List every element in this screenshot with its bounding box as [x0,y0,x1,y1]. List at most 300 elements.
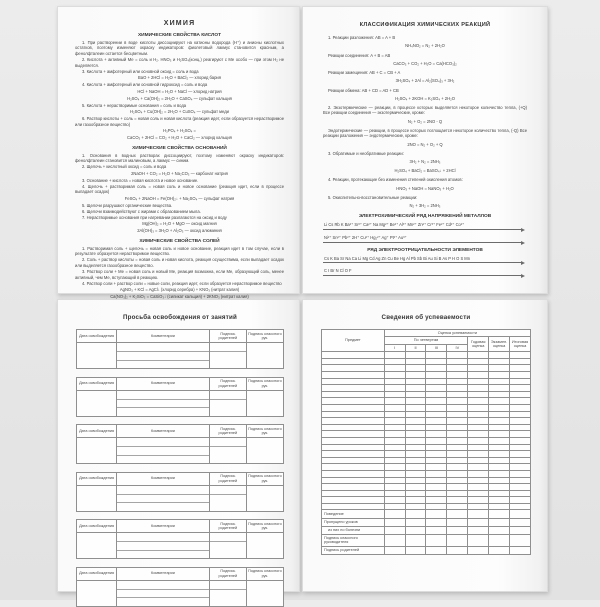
grade-cell [447,444,468,451]
subject-row [322,503,531,510]
grade-cell [447,398,468,405]
subject-cell [322,464,385,471]
grade-cell [468,457,489,464]
subject-row [322,464,531,471]
grade-cell [384,457,405,464]
grade-cell [489,490,510,497]
grade-cell [468,358,489,365]
comments-cell [116,438,209,463]
grade-cell [405,358,426,365]
grade-cell [510,424,531,431]
chemical-equation: 2NO = N₂ + O₂ + Q [407,141,443,147]
grade-cell [426,457,447,464]
year-grade-header: Годовая оценка [468,337,489,352]
subject-cell [322,372,385,379]
grade-cell [405,404,426,411]
parent-signature-header: Подпись родителей [209,473,246,485]
grade-cell [447,490,468,497]
grade-cell [426,411,447,418]
element-series-arrow: Li Cs Rb K Ba²⁺ Sr²⁺ Ca²⁺ Na Mg²⁺ Be²⁺ Al³⁺ Mn²⁺ Zn²⁺ Cr³⁺ Fe²⁺ Cd²⁺ Co²⁺ [323,222,521,230]
summary-row-label: из них по болезни [322,526,385,534]
grade-cell [489,484,510,491]
grade-cell [489,385,510,392]
release-request-block [76,377,284,417]
grade-cell [384,490,405,497]
grade-cell [510,418,531,425]
grade-cell [426,424,447,431]
grade-cell [447,497,468,504]
paragraph: 1. При растворении в воде кислоты диссоциируют на катионы водорода (Н⁺) и анионы кислотных остатков, поэтому изменяют окраску индикаторов: фиолетовый лакмус становится красным, а фенолфталеин остается бесцветным. [75,40,284,56]
summary-row [322,526,531,534]
subject-cell [322,431,385,438]
paragraph: 2. Кислота + активный Ме = соль и Н₂. HNO₃ и H₂SO₄(конц.) реагируют с Ме особо — при этом Н₂ не выделяется. [75,57,284,68]
quarters-group-header: По четвертям [384,337,468,344]
page-grades [302,299,548,592]
grade-cell [426,546,447,554]
class-teacher-signature-cell [246,391,283,416]
subject-row [322,385,531,392]
release-date-header: Дата освобождения [79,428,115,433]
grade-cell [468,418,489,425]
grades-table [321,329,531,555]
chemical-equation: FeSO₄ + 2NaOH = Fe(OH)₂↓ + Na₂SO₄ — сульфат натрия [124,195,235,201]
grade-cell [447,518,468,526]
parent-signature-cell [209,391,246,416]
release-date-cell [77,581,116,606]
grade-cell [510,470,531,477]
release-date-cell [77,438,116,463]
grade-cell [468,490,489,497]
grade-cell [489,398,510,405]
class-teacher-signature-cell [246,438,283,463]
grade-cell [468,398,489,405]
grade-cell [405,497,426,504]
release-body-row [77,581,283,606]
summary-row [322,546,531,554]
grade-cell [447,484,468,491]
section-heading: ХИМИЧЕСКИЕ СВОЙСТВА СОЛЕЙ [139,238,220,244]
exam-grade-header: Экзамен. оценка [489,337,510,352]
grade-cell [489,470,510,477]
grade-cell [489,378,510,385]
subject-row [322,470,531,477]
class-teacher-signature-header: Подпись классного рук. [246,520,283,532]
grade-cell [405,535,426,547]
grade-cell [426,378,447,385]
grade-cell [468,411,489,418]
grade-cell [468,431,489,438]
grade-cell [405,546,426,554]
grade-cell [468,526,489,534]
chemical-equation: BaO + 2HCl = H₂O + BaCl₂ — хлорид бария [138,75,221,81]
release-body-row [77,438,283,463]
chemical-equation: Ca(NO₃)₂ + K₂SiO₃ = CaSiO₃↓ (силикат кальция) + 2KNO₃ (нитрат калия) [110,294,249,300]
chemical-equation: AgNO₃ + KCl = AgCl↓ (хлорид серебра) + KNO₃ (нитрат калия) [119,287,240,293]
grade-cell [468,535,489,547]
summary-row-label: Поведение [322,510,385,518]
grade-cell [426,418,447,425]
class-teacher-signature-header: Подпись классного рук. [246,378,283,390]
page-chemistry [57,6,300,300]
summary-row-label: Пропущено уроков [322,518,385,526]
grade-cell [405,457,426,464]
subject-row [322,484,531,491]
subject-cell [322,477,385,484]
grade-cell [426,526,447,534]
grade-cell [405,372,426,379]
grade-cell [384,411,405,418]
grade-cell [489,431,510,438]
class-teacher-signature-header: Подпись классного рук. [246,473,283,485]
grade-cell [447,418,468,425]
grade-cell [426,437,447,444]
paragraph: 2. Соль + раствор кислоты = новая соль и новая кислота, реакция осуществима, если выпадает осадок или выделяется газообразное вещество. [75,257,284,268]
final-grade-header: Итоговая оценка [510,337,531,352]
grade-cell [510,444,531,451]
grade-cell [405,526,426,534]
grade-cell [426,510,447,518]
grades-table-wrap [321,329,531,555]
grade-cell [384,398,405,405]
grade-cell [468,518,489,526]
subject-row [322,365,531,372]
subject-cell [322,457,385,464]
grade-cell [468,470,489,477]
grade-cell [468,372,489,379]
grade-cell [405,451,426,458]
grade-cell [489,444,510,451]
grade-cell [426,470,447,477]
grade-cell [468,451,489,458]
paragraph: 1. Реакции разложения: AB = A + B [328,35,396,40]
grade-cell [384,418,405,425]
grade-cell [426,535,447,547]
grade-cell [489,365,510,372]
chemical-equation: H₂SO₄ + Cu(OH)₂ = 2H₂O + CuSO₄ — сульфат меди [130,109,229,115]
page-release-requests [57,299,300,592]
subject-cell [322,404,385,411]
subject-row [322,358,531,365]
parent-signature-header: Подпись родителей [209,330,246,342]
quarter-header: II [405,344,426,351]
grade-cell [426,484,447,491]
grade-cell [510,497,531,504]
grade-cell [426,518,447,526]
grade-cell [468,477,489,484]
subject-row [322,418,531,425]
paragraph: 2. Экзотермические — реакции, в процессе которых выделяется некоторое количество тепла, (+Q) Все реакции соединения — экзотермические, кроме: [323,105,527,116]
subject-cell [322,470,385,477]
grade-cell [405,391,426,398]
subject-row [322,451,531,458]
subject-cell [322,444,385,451]
element-series-arrow: C I Br N Cl O F [323,268,521,276]
release-request-block [76,567,284,607]
paragraph: Реакции обмена: AB + CD = AD + CB [328,87,399,93]
grade-cell [384,503,405,510]
paragraph: 6. Щелочи взаимодействуют с жирами с образованием мыла. [82,208,201,214]
release-date-cell [77,533,116,558]
grade-cell [489,424,510,431]
grade-cell [426,477,447,484]
grade-cell [489,404,510,411]
grade-cell [405,385,426,392]
chemical-equation: N₂ + 3H₂ = 2NH₃ [409,203,441,209]
grade-cell [384,535,405,547]
subject-row [322,372,531,379]
grade-cell [447,424,468,431]
grade-cell [447,372,468,379]
chemical-equation: H₃PO₄ + H₂SO₄ = [163,128,196,134]
release-request-block [76,424,284,464]
summary-row-label: Подпись родителей [322,546,385,554]
grade-cell [405,484,426,491]
grade-cell [510,546,531,554]
chemical-equation: 3H₂ + N₂ = 2NH₃ [409,159,441,165]
grade-cell [447,352,468,359]
grade-cell [384,404,405,411]
subject-row [322,444,531,451]
grade-cell [405,444,426,451]
paragraph: 1. Растворимая соль + щелочь = новая соль и новое основание, реакция идет в том случае, если в результате образуется нерастворимое вещество. [75,245,284,257]
section-heading: ЭЛЕКТРОХИМИЧЕСКИЙ РЯД НАПРЯЖЕНИЙ МЕТАЛЛОВ [358,213,492,219]
grade-cell [510,378,531,385]
subject-cell [322,424,385,431]
grade-cell [468,444,489,451]
paragraph: 7. Нерастворимые основания при нагревании разлагаются на оксид и воду [82,214,227,220]
parent-signature-header: Подпись родителей [209,520,246,532]
section-heading: ХИМИЧЕСКИЕ СВОЙСТВА КИСЛОТ [137,33,222,38]
release-body-row [77,486,283,511]
release-date-cell [77,391,116,416]
grade-cell [510,352,531,359]
comments-header: Комментарии [116,568,209,580]
grade-cell [510,411,531,418]
grade-cell [384,546,405,554]
subject-row [322,497,531,504]
grade-cell [510,431,531,438]
grade-cell [468,437,489,444]
grade-cell [447,411,468,418]
chemical-equation: HNO₃ + NaOH = NaNO₃ + H₂O [396,185,454,191]
grade-cell [405,437,426,444]
grade-cell [510,398,531,405]
subject-cell [322,490,385,497]
subject-row [322,404,531,411]
grade-cell [489,510,510,518]
grade-cell [489,352,510,359]
grade-cell [384,484,405,491]
paragraph: 4. Кислота + амфотерный или основной гидроксид = соль и вода [82,82,208,88]
grade-cell [426,404,447,411]
chemical-equation: CaCO₃ + 2HCl = CO₂ + H₂O + CaCl₂ — хлорид кальция [127,135,232,141]
grade-cell [489,411,510,418]
grade-cell [510,451,531,458]
grade-cell [489,437,510,444]
summary-row [322,535,531,547]
class-teacher-signature-cell [246,533,283,558]
quarter-header: III [426,344,447,351]
release-header-row [77,425,283,438]
grade-cell [405,418,426,425]
paragraph: 5. Кислота + нерастворимые основания = соль и вода [82,102,187,108]
subject-row [322,424,531,431]
grade-cell [489,391,510,398]
grade-cell [426,431,447,438]
summary-row [322,510,531,518]
grade-cell [384,365,405,372]
grade-cell [384,518,405,526]
subject-cell [322,365,385,372]
chemical-equation: 2NaOH + CO₂ = H₂O + Na₂CO₃ — карбонат натрия [131,170,228,176]
subject-cell [322,437,385,444]
grade-cell [510,477,531,484]
grade-cell [384,385,405,392]
comments-cell [116,391,209,416]
grade-cell [468,404,489,411]
release-header-row [77,330,283,343]
grade-cell [510,518,531,526]
class-teacher-signature-cell [246,343,283,368]
parent-signature-cell [209,486,246,511]
grade-cell [426,365,447,372]
grade-cell [510,484,531,491]
grade-cell [447,437,468,444]
release-page-title: Просьба освобождения от занятий [123,314,237,321]
grade-cell [447,431,468,438]
subject-row [322,457,531,464]
grades-header-row-1 [322,330,531,337]
release-body-row [77,343,283,368]
chemical-equation: CaCO₃ + CO₂ + H₂O = Ca(HCO₃)₂ [393,60,457,66]
release-request-block [76,329,284,369]
grade-cell [510,391,531,398]
paragraph: 4. Реакции, протекающие без изменения степеней окисления атомов: [328,177,463,183]
grade-cell [489,503,510,510]
parent-signature-header: Подпись родителей [209,378,246,390]
release-header-row [77,520,283,533]
paragraph: 3. Кислота + амфотерный или основной оксид = соль и вода [82,68,199,74]
subject-cell [322,391,385,398]
chemical-equation: NH₄NO₂ = N₂ + 2H₂O [405,43,445,49]
grade-cell [489,418,510,425]
subject-row [322,490,531,497]
grade-cell [447,477,468,484]
grade-cell [489,497,510,504]
release-date-header: Дата освобождения [79,381,115,386]
subject-cell [322,398,385,405]
summary-row [322,518,531,526]
grade-cell [468,352,489,359]
section-heading: РЯД ЭЛЕКТРООТРИЦАТЕЛЬНОСТИ ЭЛЕМЕНТОВ [367,247,483,253]
class-teacher-signature-header: Подпись классного рук. [246,568,283,580]
grade-group-header: Оценка успеваемости [384,330,530,337]
subject-cell [322,484,385,491]
reactions-content [323,35,527,276]
release-header-row [77,568,283,581]
grade-cell [510,457,531,464]
grade-cell [510,372,531,379]
grade-cell [489,546,510,554]
grade-cell [426,391,447,398]
comments-cell [116,533,209,558]
grade-cell [468,503,489,510]
paragraph: 3. Раствор соли + Ме = новая соль и новый Ме, реакция возможна, если Ме, образующий соль, менее активный, чем Ме, вступающий в реакцию. [75,269,284,280]
grade-cell [510,385,531,392]
subject-cell [322,411,385,418]
parent-signature-header: Подпись родителей [209,425,246,437]
grade-cell [489,477,510,484]
comments-header: Комментарии [116,378,209,390]
paragraph: 3. Основание + кислота = новая кислота и новое основание. [82,177,199,183]
quarter-header: I [384,344,405,351]
grade-cell [447,546,468,554]
summary-row-label: Подпись классного руководителя [322,535,385,547]
parent-signature-cell [209,438,246,463]
grade-cell [510,464,531,471]
grade-cell [384,358,405,365]
grade-cell [510,510,531,518]
grade-cell [384,470,405,477]
subject-cell [322,418,385,425]
paragraph: Реакции соединения: A + B = AB [328,52,391,58]
grade-cell [384,526,405,534]
grade-cell [384,431,405,438]
subject-row [322,437,531,444]
paragraph: 5. Щелочи разрушают органические вещества. [82,202,173,208]
release-date-header: Дата освобождения [79,523,115,528]
grade-cell [384,372,405,379]
paragraph: 4. Раствор соли + раствор соли = новые соли, реакция идет, если образуется нерастворимое вещество [82,280,282,286]
grade-cell [426,464,447,471]
comments-header: Комментарии [116,473,209,485]
grades-page-title: Сведения об успеваемости [381,314,471,321]
parent-signature-header: Подпись родителей [209,568,246,580]
grade-cell [489,526,510,534]
subject-row [322,378,531,385]
grade-cell [405,510,426,518]
grade-cell [405,365,426,372]
grade-cell [447,535,468,547]
grade-cell [384,424,405,431]
paragraph: Реакции замещения: AB + C = CB + A [328,70,401,75]
release-body-row [77,391,283,416]
grade-cell [384,477,405,484]
subject-cell [322,378,385,385]
grade-cell [405,431,426,438]
chemical-equation: 2Al(OH)₃ = 3H₂O + Al₂O₃ — оксид алюминия [137,228,222,234]
grade-cell [447,378,468,385]
grade-cell [447,451,468,458]
grade-cell [447,385,468,392]
grade-cell [468,424,489,431]
subject-cell [322,451,385,458]
grade-cell [447,526,468,534]
paragraph: 2. Щелочь + кислотный оксид = соль и вода [82,164,167,170]
comments-cell [116,581,209,606]
grade-cell [384,464,405,471]
grade-cell [447,510,468,518]
class-teacher-signature-cell [246,486,283,511]
subject-cell [322,385,385,392]
quarter-header: IV [447,344,468,351]
subject-cell [322,503,385,510]
grade-cell [384,451,405,458]
paragraph: 6. Раствор кислоты + соль = новая соль и новая кислота (реакция идет, если образуется нерастворимое или газообразное вещество) [75,116,284,127]
subject-row [322,398,531,405]
grade-cell [489,451,510,458]
grade-cell [447,391,468,398]
